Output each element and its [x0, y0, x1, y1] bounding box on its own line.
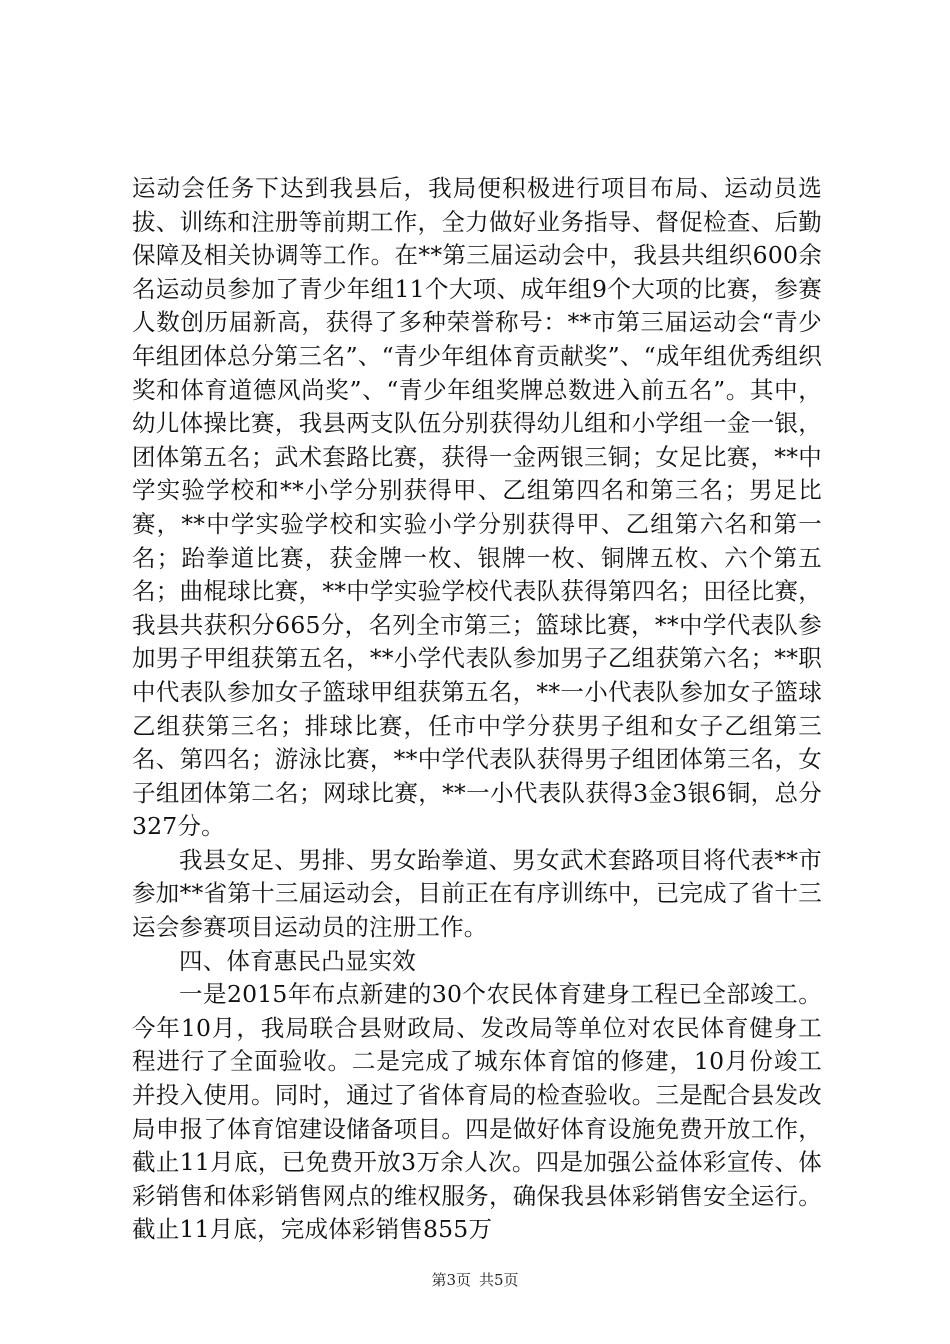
section-heading-sports-benefit: 四、体育惠民凸显实效	[179, 946, 416, 975]
page-footer	[0, 1270, 950, 1290]
document-body	[132, 172, 822, 1247]
paragraph-provincial-games: 我县女足、男排、男女跆拳道、男女武术套路项目将代表**市参加**省第十三届运动会，目前正在有序训练中，已完成了省十三运会参赛项目运动员的注册工作。	[132, 845, 822, 942]
paragraph-games-results: 运动会任务下达到我县后，我局便积极进行项目布局、运动员选拔、训练和注册等前期工作，全力做好业务指导、督促检查、后勤保障及相关协调等工作。在**第三届运动会中，我县共组织600余名运动员参加了青少年组11个大项、成年组9个大项的比赛，参赛人数创历届新高，获得了多种荣誉称号：**市第三届运动会“青少年组团体总分第三名”、“青少年组体育贡献奖”、“成年组优秀组织奖和体育道德风尚奖”、“青少年组奖牌总数进入前五名”。其中，幼儿体操比赛，我县两支队伍分别获得幼儿组和小学组一金一银，团体第五名；武术套路比赛，获得一金两银三铜；女足比赛，**中学实验学校和**小学分别获得甲、乙组第四名和第三名；男足比赛，**中学实验学校和实验小学分别获得甲、乙组第六名和第一名；跆拳道比赛，获金牌一枚、银牌一枚、铜牌五枚、六个第五名；曲棍球比赛，**中学实验学校代表队获得第四名；田径比赛，我县共获积分665分，名列全市第三；篮球比赛，**中学代表队参加男子甲组获第五名，**小学代表队参加男子乙组获第六名；**职中代表队参加女子篮球甲组获第五名，**一小代表队参加女子篮球乙组获第三名；排球比赛，任市中学分获男子组和女子乙组第三名、第四名；游泳比赛，**中学代表队获得男子组团体第三名，女子组团体第二名；网球比赛，**一小代表队获得3金3银6铜，总分327分。	[132, 174, 822, 841]
paragraph-sports-benefit: 一是2015年布点新建的30个农民体育建身工程已全部竣工。今年10月，我局联合县财政局、发改局等单位对农民体育健身工程进行了全面验收。二是完成了城东体育馆的修建，10月份竣工并投入使用。同时，通过了省体育局的检查验收。三是配合县发改局申报了体育馆建设储备项目。四是做好体育设施免费开放工作，截止11月底，已免费开放3万余人次。四是加强公益体彩宣传、体彩销售和体彩销售网点的维权服务，确保我县体彩销售安全运行。截止11月底，完成体彩销售855万	[132, 980, 822, 1244]
page-number-total: 共5页	[479, 1271, 519, 1289]
page-number-current: 第3页	[431, 1271, 471, 1289]
